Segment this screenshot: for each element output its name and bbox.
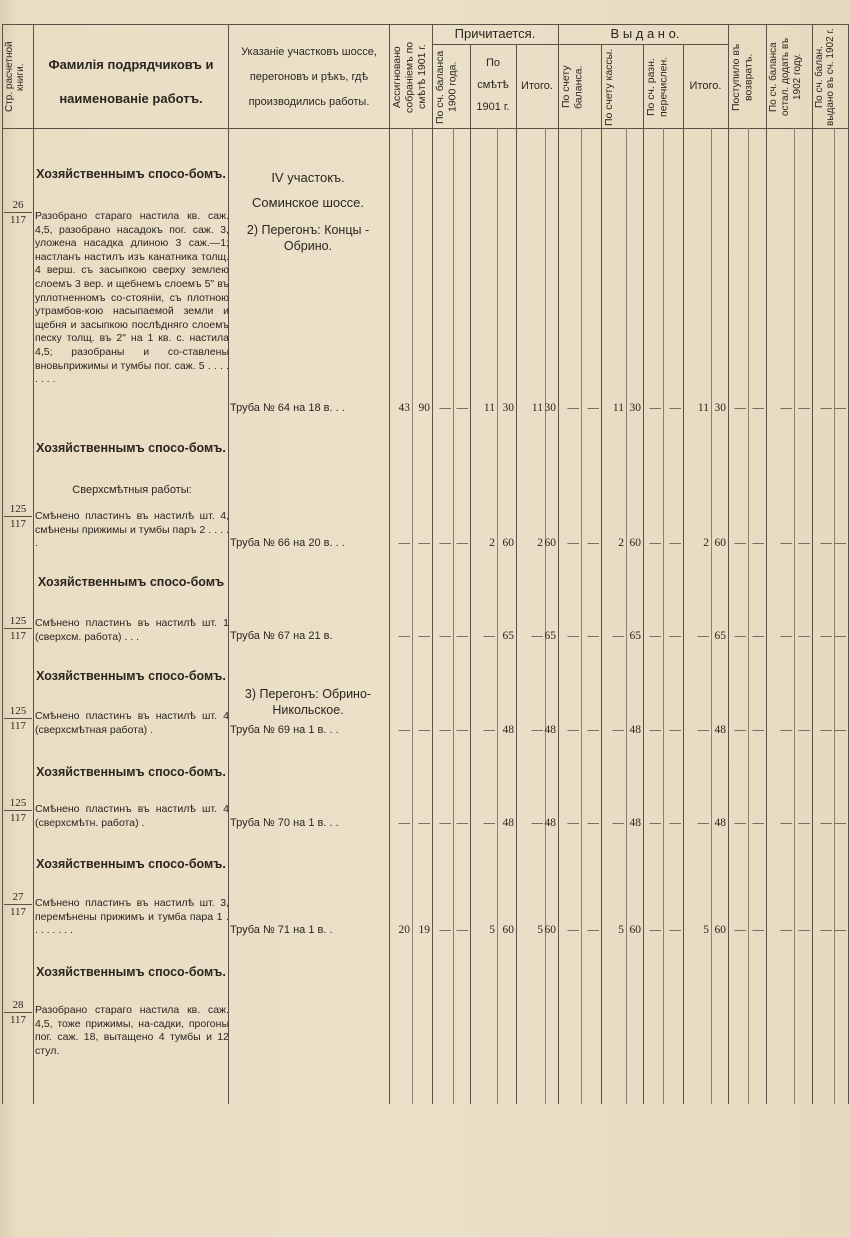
row-1-cell-13: — [649, 402, 661, 414]
header-names [36, 48, 226, 116]
header-book-page: Стр. расчетной книги. [4, 41, 26, 113]
row-1-cell-14: — [669, 402, 681, 414]
row-6-cell-7: 5 [537, 924, 543, 936]
col-line [748, 128, 749, 1104]
row-2-cell-7: 2 [537, 537, 543, 549]
header-location-line2: перегоновъ и рѣкъ, гдѣ [249, 71, 369, 83]
row-4-cell-9: — [567, 724, 579, 736]
row-5-cell-7: — [531, 817, 543, 829]
header-estimate-line3: 1901 г. [476, 101, 510, 113]
row-2-cell-11: 2 [618, 537, 624, 549]
row-4-location: Труба № 69 на 1 в. . . [230, 724, 339, 736]
header-issued-1902: По сч. балан. выдано въ сч. 1902 г. [814, 28, 836, 126]
row-3-cell-10: — [587, 630, 599, 642]
row-3-cell-15: — [697, 630, 709, 642]
row-5-cell-10: — [587, 817, 599, 829]
row-2-cell-5: 2 [489, 537, 495, 549]
row-7-ref-den: 117 [4, 1012, 32, 1027]
col-line [581, 128, 582, 1104]
row-6-ref-den: 117 [4, 904, 32, 919]
row-1-cell-21: — [820, 402, 832, 414]
row-6-cell-10: — [587, 924, 599, 936]
row-6-cell-21: — [820, 924, 832, 936]
row-3-cell-18: — [752, 630, 764, 642]
row-2-cell-6: 60 [502, 537, 514, 549]
row-4-cell-16: 48 [714, 724, 726, 736]
row-5-cell-2: — [418, 817, 430, 829]
row-5-cell-20: — [798, 817, 810, 829]
row-1-title: Хозяйственнымъ спосо-бомъ. [36, 167, 226, 181]
row-6-ref-num: 27 [12, 891, 24, 903]
row-1-cell-15: 11 [697, 402, 709, 414]
row-4-cell-17: — [734, 724, 746, 736]
row-3-cell-13: — [649, 630, 661, 642]
row-4-cell-18: — [752, 724, 764, 736]
row-7-title: Хозяйственнымъ спосо-бомъ. [36, 965, 226, 979]
section-area: IV участокъ. [271, 170, 345, 185]
header-issued-cash: По счету кассы. [603, 48, 615, 126]
row-3-cell-5: — [483, 630, 495, 642]
row-4-cell-3: — [439, 724, 451, 736]
col-line [33, 24, 34, 1104]
row-5-desc: Смѣнено пластинъ въ настилѣ шт. 4 (сверхсмѣтн. работа) . [35, 803, 229, 829]
row-2-ref-den: 117 [4, 516, 32, 531]
row-2-cell-10: — [587, 537, 599, 549]
row-3-location: Труба № 67 на 21 в. [230, 630, 333, 642]
section-road: Соминское шоссе. [252, 195, 364, 210]
row-6-cell-16: 60 [714, 924, 726, 936]
header-estimate-line1: По [485, 57, 501, 69]
row-2-cell-16: 60 [714, 537, 726, 549]
row-1-ref [4, 198, 32, 227]
header-issued-balance: По счету баланса. [560, 65, 585, 109]
row-3-cell-8: 65 [544, 630, 556, 642]
row-5-cell-17: — [734, 817, 746, 829]
row-5-ref-num: 125 [9, 797, 27, 809]
header-total-issued: Итого. [689, 80, 722, 92]
row-6-cell-11: 5 [618, 924, 624, 936]
row-2-cell-14: — [669, 537, 681, 549]
row-3-cell-17: — [734, 630, 746, 642]
row-2-cell-22: — [834, 537, 846, 549]
row-4-cell-1: — [398, 724, 410, 736]
row-3-cell-14: — [669, 630, 681, 642]
row-1-location: Труба № 64 на 18 в. . . [230, 402, 345, 414]
col-line [601, 44, 602, 1104]
row-6-cell-19: — [780, 924, 792, 936]
row-4-cell-4: — [456, 724, 468, 736]
row-6-cell-2: 19 [418, 924, 430, 936]
row-6-cell-22: — [834, 924, 846, 936]
row-5-cell-15: — [697, 817, 709, 829]
row-6-cell-1: 20 [398, 924, 410, 936]
row-1-cell-22: — [834, 402, 846, 414]
col-line [470, 44, 471, 1104]
row-5-cell-11: — [612, 817, 624, 829]
row-5-ref [4, 796, 32, 825]
header-location-line3: производились работы. [248, 96, 370, 108]
row-6-cell-6: 60 [502, 924, 514, 936]
row-3-cell-21: — [820, 630, 832, 642]
col-line [2, 24, 3, 1104]
row-5-cell-16: 48 [714, 817, 726, 829]
col-line [812, 24, 813, 1104]
row-2-cell-1: — [398, 537, 410, 549]
header-estimate-1901 [470, 52, 516, 118]
row-2-cell-8: 60 [544, 537, 556, 549]
row-1-cell-12: 30 [629, 402, 641, 414]
section-stretch-2: 3) Перегонъ: Обрино-Никольское. [244, 687, 372, 717]
col-line [453, 128, 454, 1104]
row-5-cell-9: — [567, 817, 579, 829]
row-3-cell-11: — [612, 630, 624, 642]
row-5-location: Труба № 70 на 1 в. . . [230, 817, 339, 829]
row-2-subtitle: Сверхсмѣтныя работы: [72, 484, 192, 496]
row-4-cell-8: 48 [544, 724, 556, 736]
header-names-line2: наименованіе работъ. [59, 91, 203, 106]
row-4-cell-20: — [798, 724, 810, 736]
row-1-cell-6: 30 [502, 402, 514, 414]
col-line [663, 128, 664, 1104]
col-line [432, 24, 433, 1104]
header-bottom-rule [2, 128, 848, 129]
row-6-desc: Смѣнено пластинъ въ настилѣ шт. 3, перемѣнены прижимъ и тумба пара 1 . . . . . . . . [35, 897, 229, 937]
row-6-cell-14: — [669, 924, 681, 936]
row-4-ref-num: 125 [9, 705, 27, 717]
row-4-title: Хозяйственнымъ спосо-бомъ. [36, 669, 226, 683]
col-line [412, 128, 413, 1104]
row-1-cell-2: 90 [418, 402, 430, 414]
header-location [230, 40, 388, 115]
row-1-cell-16: 30 [714, 402, 726, 414]
row-3-cell-3: — [439, 630, 451, 642]
row-7-ref [4, 998, 32, 1027]
row-2-cell-12: 60 [629, 537, 641, 549]
row-1-cell-11: 11 [612, 402, 624, 414]
col-line [516, 44, 517, 1104]
row-1-cell-3: — [439, 402, 451, 414]
col-line [228, 24, 229, 1104]
row-5-cell-4: — [456, 817, 468, 829]
header-location-line1: Указаніе участковъ шоссе, [241, 46, 377, 58]
row-3-cell-7: — [531, 630, 543, 642]
header-bal-1900: По сч. баланса 1900 года. [434, 50, 459, 124]
row-3-cell-1: — [398, 630, 410, 642]
col-line [683, 44, 684, 1104]
col-line [728, 24, 729, 1104]
row-1-cell-4: — [456, 402, 468, 414]
row-4-cell-19: — [780, 724, 792, 736]
row-2-title: Хозяйственнымъ спосо-бомъ. [36, 441, 226, 455]
row-7-ref-num: 28 [12, 999, 24, 1011]
row-1-ref-den: 117 [4, 212, 32, 227]
row-4-cell-22: — [834, 724, 846, 736]
header-returned: Поступило въ возвратъ. [730, 43, 755, 111]
col-line [545, 128, 546, 1104]
row-5-cell-21: — [820, 817, 832, 829]
row-3-title: Хозяйственнымъ спосо-бомъ [37, 575, 225, 589]
row-2-ref-num: 125 [9, 503, 27, 515]
row-5-cell-6: 48 [502, 817, 514, 829]
row-3-desc: Смѣнено пластинъ въ настилѣ шт. 1 (сверхсм. работа) . . . [35, 617, 229, 643]
col-line [711, 128, 712, 1104]
row-5-cell-1: — [398, 817, 410, 829]
row-1-cell-18: — [752, 402, 764, 414]
row-2-cell-17: — [734, 537, 746, 549]
row-6-cell-9: — [567, 924, 579, 936]
row-1-cell-17: — [734, 402, 746, 414]
header-remaining-1902: По сч. баланса остал. додать въ 1902 году. [768, 37, 803, 117]
row-4-cell-2: — [418, 724, 430, 736]
row-4-cell-10: — [587, 724, 599, 736]
row-5-cell-18: — [752, 817, 764, 829]
row-4-cell-21: — [820, 724, 832, 736]
group-due-rule [432, 44, 558, 45]
row-4-ref-den: 117 [4, 718, 32, 733]
row-1-cell-5: 11 [483, 402, 495, 414]
row-6-cell-4: — [456, 924, 468, 936]
row-2-desc: Смѣнено пластинъ въ настилѣ шт. 4, смѣнены прижимы и тумбы паръ 2 . . . . . [35, 510, 229, 550]
row-2-location: Труба № 66 на 20 в. . . [230, 537, 345, 549]
header-group-due: Причитается. [454, 26, 536, 41]
row-3-ref-num: 125 [9, 615, 27, 627]
row-4-cell-14: — [669, 724, 681, 736]
col-line [626, 128, 627, 1104]
row-3-cell-6: 65 [502, 630, 514, 642]
row-2-cell-13: — [649, 537, 661, 549]
row-4-cell-13: — [649, 724, 661, 736]
row-3-cell-16: 65 [714, 630, 726, 642]
row-2-cell-4: — [456, 537, 468, 549]
row-5-cell-13: — [649, 817, 661, 829]
row-4-cell-7: — [531, 724, 543, 736]
row-5-cell-22: — [834, 817, 846, 829]
row-5-title: Хозяйственнымъ спосо-бомъ. [36, 765, 226, 779]
row-1-cell-10: — [587, 402, 599, 414]
row-4-cell-6: 48 [502, 724, 514, 736]
col-line [389, 24, 390, 1104]
col-line [497, 128, 498, 1104]
row-1-cell-8: 30 [544, 402, 556, 414]
row-7-desc: Разобрано стараго настила кв. саж. 4,5, тоже прижимы, на-садки, прогоны пог. саж. 18, вытащено 4 тумбы и 12 стул. [35, 1004, 229, 1057]
row-3-cell-19: — [780, 630, 792, 642]
row-3-ref [4, 614, 32, 643]
col-line [834, 128, 835, 1104]
row-2-cell-2: — [418, 537, 430, 549]
row-5-cell-19: — [780, 817, 792, 829]
row-1-cell-19: — [780, 402, 792, 414]
row-1-cell-1: 43 [398, 402, 410, 414]
col-line [643, 44, 644, 1104]
row-2-cell-19: — [780, 537, 792, 549]
row-1-cell-20: — [798, 402, 810, 414]
col-line [848, 24, 849, 1104]
row-6-cell-13: — [649, 924, 661, 936]
row-6-cell-8: 60 [544, 924, 556, 936]
col-line [794, 128, 795, 1104]
row-4-cell-12: 48 [629, 724, 641, 736]
row-3-cell-22: — [834, 630, 846, 642]
row-2-cell-18: — [752, 537, 764, 549]
row-2-ref [4, 502, 32, 531]
row-2-cell-9: — [567, 537, 579, 549]
row-6-cell-12: 60 [629, 924, 641, 936]
row-3-cell-2: — [418, 630, 430, 642]
row-5-cell-3: — [439, 817, 451, 829]
header-issued-various: По сч. разн. перечислен. [645, 56, 670, 118]
row-5-cell-12: 48 [629, 817, 641, 829]
col-line [766, 24, 767, 1104]
row-1-cell-7: 11 [531, 402, 543, 414]
row-1-cell-9: — [567, 402, 579, 414]
row-4-cell-5: — [483, 724, 495, 736]
row-4-cell-15: — [697, 724, 709, 736]
row-4-cell-11: — [612, 724, 624, 736]
row-6-cell-18: — [752, 924, 764, 936]
row-1-desc: Разобрано стараго настила кв. саж. 4,5, разобрано насадокъ пог. саж. 3, уложена насадка длиною 3 саж.—1; настланъ настилъ изъ канатника толщ. 4 верш. съ засыпкою сверху землею слоемъ 3 вер. и щебнемъ слоемъ 5" въ уплотненномъ со-стояніи, съ плотною утрамбов-кою насыпаемой земли и щебня и засыпкою послѣдняго слоемъ песку толщ. въ 2" на 1 кв. с. настила 4,5; разобраны и со-ставлены вновьприжимы и тумбы пог. саж. 5 . . . . . . . . [35, 210, 229, 386]
row-6-cell-20: — [798, 924, 810, 936]
row-3-cell-20: — [798, 630, 810, 642]
row-6-location: Труба № 71 на 1 в. . [230, 924, 333, 936]
row-6-cell-17: — [734, 924, 746, 936]
header-group-issued: В ы д а н о. [610, 26, 680, 41]
header-total-due: Итого. [521, 80, 553, 92]
row-3-ref-den: 117 [4, 628, 32, 643]
row-5-cell-8: 48 [544, 817, 556, 829]
header-assigned: Ассигновано собраніемъ по смѣтѣ 1901 г. [391, 41, 428, 113]
row-3-cell-12: 65 [629, 630, 641, 642]
row-2-cell-3: — [439, 537, 451, 549]
header-estimate-line2: смѣтѣ [477, 79, 509, 91]
row-4-desc: Смѣнено пластинъ въ настилѣ шт. 4 (сверхсмѣтная работа) . [35, 710, 229, 736]
header-top-rule [2, 24, 848, 25]
row-6-ref [4, 890, 32, 919]
row-2-cell-15: 2 [703, 537, 709, 549]
header-names-line1: Фамилія подрядчиковъ и [48, 57, 214, 72]
row-6-cell-3: — [439, 924, 451, 936]
row-2-cell-21: — [820, 537, 832, 549]
row-4-ref [4, 704, 32, 733]
row-5-cell-5: — [483, 817, 495, 829]
row-6-cell-15: 5 [703, 924, 709, 936]
row-6-cell-5: 5 [489, 924, 495, 936]
row-1-ref-num: 26 [12, 199, 24, 211]
row-2-cell-20: — [798, 537, 810, 549]
row-5-cell-14: — [669, 817, 681, 829]
row-3-cell-9: — [567, 630, 579, 642]
row-5-ref-den: 117 [4, 810, 32, 825]
col-line [558, 24, 559, 1104]
row-6-title: Хозяйственнымъ спосо-бомъ. [36, 857, 226, 871]
row-3-cell-4: — [456, 630, 468, 642]
section-stretch-1: 2) Перегонъ: Концы - Обрино. [246, 223, 370, 253]
